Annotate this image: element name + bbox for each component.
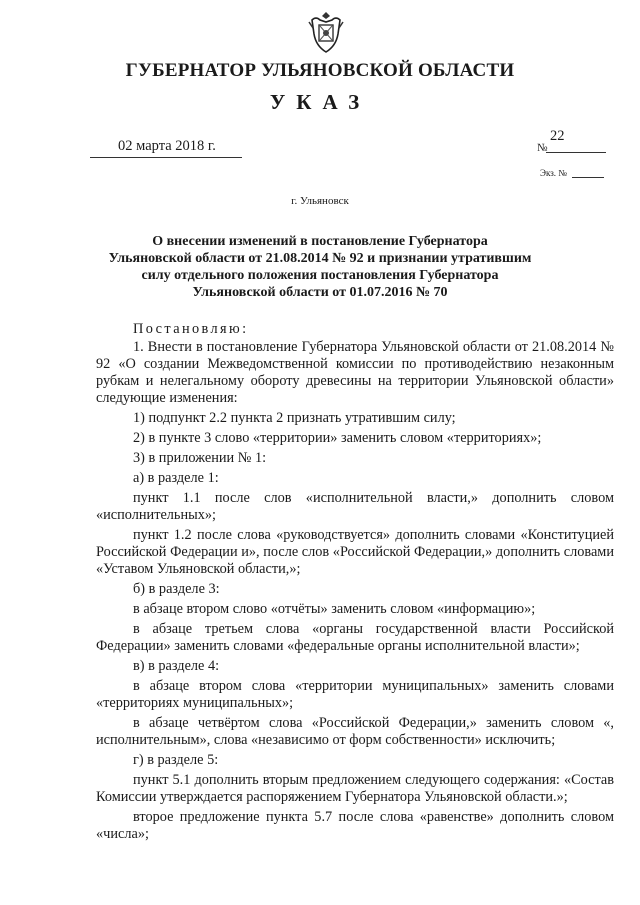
paragraph: пункт 1.2 после слова «руководствуется» дополнить словами «Конституцией Российской Федерации и», после слов «Российской Федерации,» дополнить словами «Уставом Ульяновской области,»;	[96, 527, 614, 577]
city: г. Ульяновск	[291, 195, 349, 207]
paragraph: 2) в пункте 3 слово «территории» заменить словом «территориях»;	[133, 430, 542, 446]
copy-number-label: Экз. №	[540, 168, 567, 178]
title-line: Ульяновской области от 21.08.2014 № 92 и признании утратившим	[108, 251, 532, 266]
paragraph: 1) подпункт 2.2 пункта 2 признать утратившим силу;	[133, 410, 456, 426]
document-type: УКАЗ	[269, 90, 371, 114]
paragraph: а) в разделе 1:	[133, 470, 219, 486]
paragraph: в абзаце третьем слова «органы государственной власти Российской Федерации» заменить словами «федеральные органы исполнительной власти»;	[96, 621, 614, 654]
paragraph: б) в разделе 3:	[133, 581, 220, 597]
paragraph: 3) в приложении № 1:	[133, 450, 267, 466]
paragraph: в абзаце втором слово «отчёты» заменить словом «информацию»;	[133, 601, 536, 617]
document-title	[100, 233, 540, 301]
paragraph: второе предложение пункта 5.7 после слова «равенстве» дополнить словом «числа»;	[96, 809, 614, 842]
authority-heading: ГУБЕРНАТОР УЛЬЯНОВСКОЙ ОБЛАСТИ	[125, 60, 515, 81]
title-line: Ульяновской области от 01.07.2016 № 70	[192, 285, 448, 300]
date-underline	[90, 157, 242, 158]
document-number: 22	[550, 128, 565, 144]
paragraph: в абзаце четвёртом слова «Российской Федерации,» заменить словом «, исполнительным», слова «независимо от форм собственности» исключить;	[96, 715, 614, 748]
paragraph: пункт 1.1 после слов «исполнительной власти,» дополнить словом «исполнительных»;	[96, 490, 614, 523]
coat-of-arms-icon	[306, 10, 346, 54]
paragraph: пункт 5.1 дополнить вторым предложением следующего содержания: «Состав Комиссии утверждается распоряжением Губернатора Ульяновской области.»;	[96, 772, 614, 805]
paragraph: в) в разделе 4:	[133, 658, 220, 674]
title-line: О внесении изменений в постановление Губернатора	[152, 234, 488, 249]
title-line: силу отдельного положения постановления Губернатора	[141, 268, 499, 283]
number-underline	[546, 152, 606, 153]
copy-number-underline	[572, 177, 604, 178]
paragraph: 1. Внести в постановление Губернатора Ульяновской области от 21.08.2014 № 92 «О создании Межведомственной комиссии по противодействию незаконным рубкам и нелегальному обороту древесины на территории Ульяновской области» следующие изменения:	[96, 339, 614, 406]
paragraph: г) в разделе 5:	[133, 752, 219, 768]
document-date: 02 марта 2018 г.	[118, 138, 216, 154]
paragraph: в абзаце втором слова «территории муниципальных» заменить словами «территориях муниципальных»;	[96, 678, 614, 711]
document-body	[96, 321, 614, 846]
number-label: №	[537, 142, 548, 154]
resolution-intro: Постановляю:	[133, 321, 249, 337]
